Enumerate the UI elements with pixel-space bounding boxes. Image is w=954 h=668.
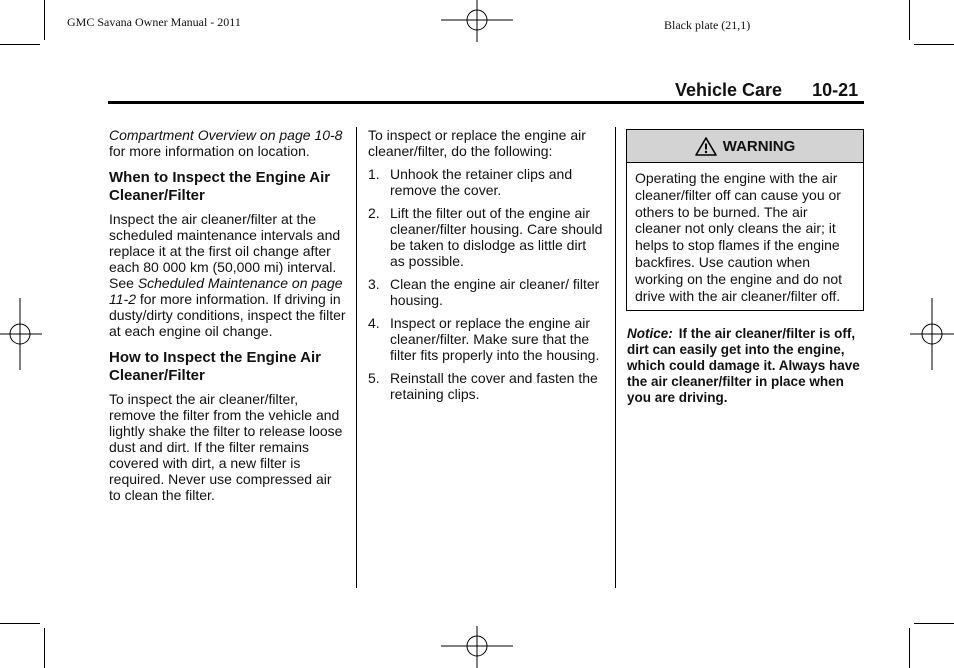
page-header	[675, 80, 858, 101]
registration-mark-icon	[441, 626, 513, 668]
crop-mark	[914, 44, 954, 45]
column-divider	[615, 127, 616, 588]
crop-mark	[0, 44, 40, 45]
warning-box	[626, 129, 864, 311]
section-title: Vehicle Care	[675, 80, 783, 100]
crop-mark	[909, 628, 910, 668]
crop-mark	[0, 623, 40, 624]
steps-list	[368, 166, 604, 402]
column-2	[368, 127, 604, 409]
notice-text: If the air cleaner/filter is off, dirt can easily get into the engine, which could damage it. Always have the air cleaner/filter in place when you are driving.	[627, 326, 860, 405]
header-rule	[108, 101, 864, 104]
warning-header	[627, 130, 863, 163]
warning-label: WARNING	[722, 137, 796, 155]
registration-mark-icon	[441, 0, 513, 42]
heading-how-to-inspect: How to Inspect the Engine Air Cleaner/Filter	[109, 349, 321, 384]
notice-label: Notice:	[627, 326, 673, 341]
notice-paragraph	[627, 326, 861, 406]
crop-mark	[914, 623, 954, 624]
plate-label: Black plate (21,1)	[664, 18, 751, 32]
intro-paragraph: Compartment Overview on page 10-8 for more information on location.	[109, 127, 343, 159]
warning-text: Operating the engine with the air cleaner/filter off can cause you or others to be burned. The air cleaner not only cleans the air; it helps to stop flames if the engine backfires. Use caution when working on the engine and do not drive with the air cleaner/filter off.	[635, 170, 843, 304]
paragraph-how-to-inspect: To inspect the air cleaner/filter, remove the filter from the vehicle and lightly shake the filter to release loose dust and dirt. If the filter remains covered with dirt, a new filter is required. Never use compressed air to clean the filter.	[109, 391, 343, 503]
cross-reference[interactable]: Compartment Overview on page 10-8	[109, 127, 343, 143]
steps-intro: To inspect or replace the engine air cleaner/filter, do the following:	[368, 127, 586, 159]
list-item: 2. Lift the filter out of the engine air cleaner/filter housing. Care should be taken to dislodge as little dirt as possible.	[368, 205, 603, 269]
column-1	[109, 127, 347, 509]
column-divider	[356, 127, 357, 588]
crop-mark	[909, 0, 910, 40]
list-item: 5. Reinstall the cover and fasten the retaining clips.	[368, 370, 598, 402]
list-item: 1. Unhook the retainer clips and remove the cover.	[368, 166, 573, 198]
list-item: 4. Inspect or replace the engine air cleaner/filter. Make sure that the filter fits properly into the housing.	[368, 315, 600, 363]
cross-reference[interactable]: Scheduled Maintenance on page 11-2	[109, 275, 343, 307]
list-item: 3. Clean the engine air cleaner/ filter housing.	[368, 276, 600, 308]
paragraph-when-to-inspect: Inspect the air cleaner/filter at the scheduled maintenance intervals and replace it at the first oil change after each 80 000 km (50,000 mi) interval. See Scheduled Maintenance on page 11-2 for more information. If driving in dusty/dirty conditions, inspect the filter at each engine oil change.	[109, 211, 346, 339]
crop-mark	[44, 0, 45, 40]
registration-mark-icon	[910, 298, 954, 370]
manual-title: GMC Savana Owner Manual - 2011	[67, 15, 241, 29]
page-number: 10-21	[812, 80, 859, 100]
crop-mark	[44, 628, 45, 668]
registration-mark-icon	[0, 298, 42, 370]
warning-triangle-icon	[695, 137, 717, 156]
heading-when-to-inspect: When to Inspect the Engine Air Cleaner/Filter	[109, 169, 331, 204]
